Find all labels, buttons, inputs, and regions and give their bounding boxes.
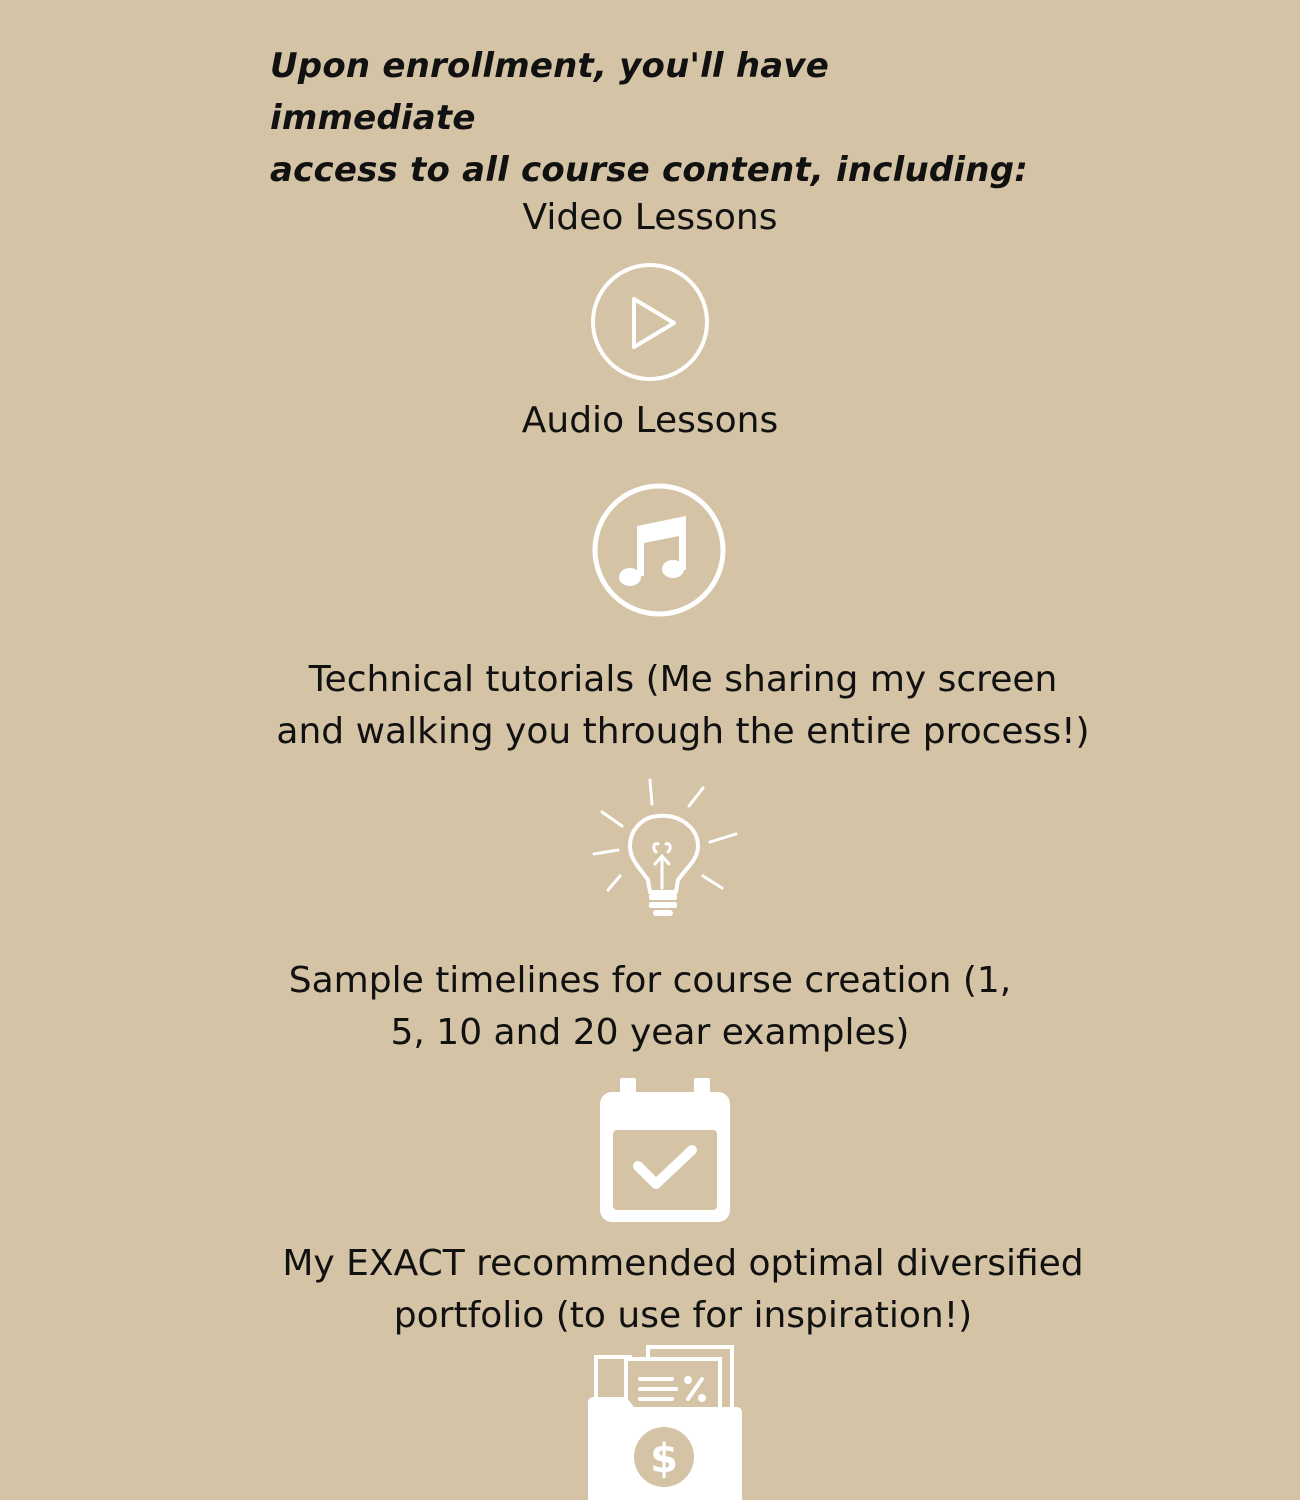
sample-timelines-line-1: Sample timelines for course creation (1, [288, 960, 1012, 1001]
video-lessons-label: Video Lessons [522, 197, 778, 238]
calendar-check-icon [598, 1078, 732, 1224]
portfolio-line-1: My EXACT recommended optimal diversified [282, 1243, 1084, 1284]
audio-lessons-label: Audio Lessons [521, 400, 779, 441]
intro-line-2: access to all course content, including: [270, 150, 1029, 190]
intro-line-1: Upon enrollment, you'll have immediate [270, 46, 829, 138]
play-circle-icon [589, 261, 711, 383]
technical-tutorials-line-2: and walking you through the entire process!) [276, 711, 1090, 752]
lightbulb-icon [588, 776, 740, 918]
technical-tutorials-label [250, 654, 1116, 758]
sample-timelines-line-2: 5, 10 and 20 year examples) [390, 1012, 910, 1053]
intro-heading [270, 40, 1030, 196]
sample-timelines-label [250, 955, 1050, 1059]
portfolio-label [250, 1238, 1116, 1342]
portfolio-line-2: portfolio (to use for inspiration!) [393, 1295, 973, 1336]
svg-text:$: $ [650, 1436, 678, 1482]
technical-tutorials-line-1: Technical tutorials (Me sharing my screen [308, 659, 1058, 700]
music-note-icon [589, 480, 729, 620]
portfolio-folder-icon [586, 1345, 744, 1500]
